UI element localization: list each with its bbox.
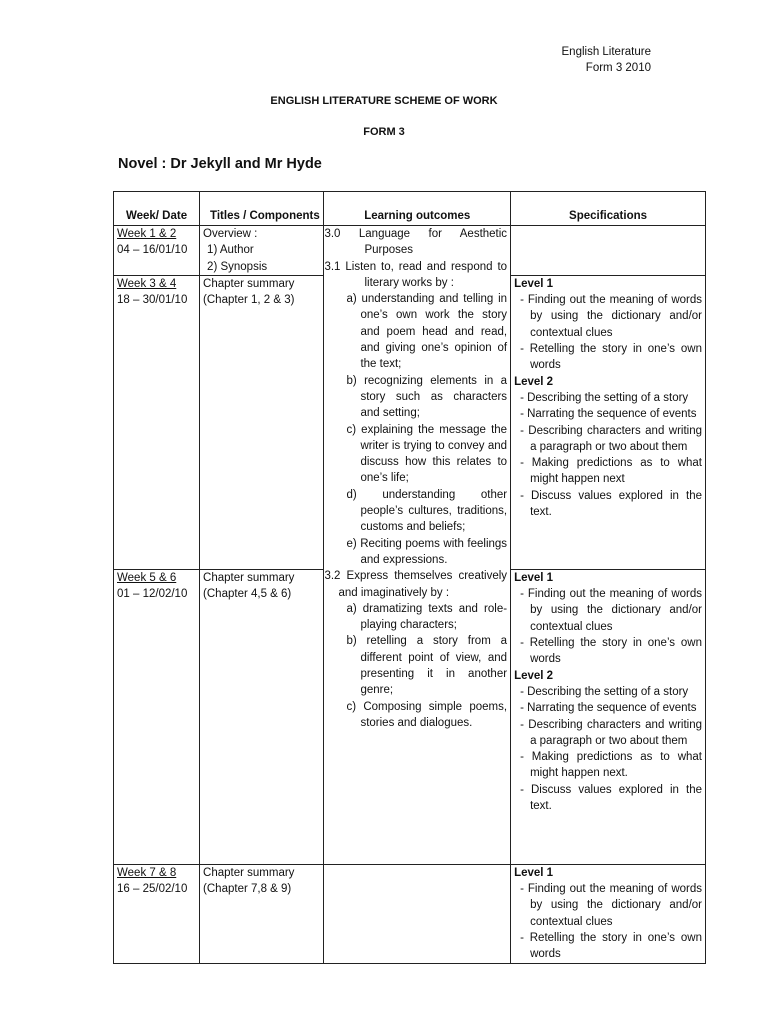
spec-item: - Finding out the meaning of words by using the dictionary and/or contextual clues [520, 883, 702, 928]
outcome-3-2: 3.2 Express themselves creatively and imaginatively by : [324, 570, 508, 599]
week-label: Week 7 & 8 [117, 866, 177, 879]
table-row [114, 864, 706, 963]
title-line: Chapter summary [203, 277, 295, 290]
title-cell [200, 226, 324, 276]
spec-item: - Describing the setting of a story [520, 391, 689, 404]
date-range: 04 – 16/01/10 [117, 244, 188, 257]
document-header [562, 44, 652, 76]
spec-item: - Finding out the meaning of words by using the dictionary and/or contextual clues [520, 294, 702, 339]
week-label: Week 5 & 6 [117, 571, 177, 584]
spec-item: - Discuss values explored in the text. [520, 489, 702, 519]
header-learning-outcomes: Learning outcomes [324, 192, 511, 226]
header-specifications: Specifications [511, 192, 706, 226]
form-title: FORM 3 [363, 126, 405, 138]
week-cell [114, 569, 200, 864]
spec-item: - Retelling the story in one’s own words [520, 932, 702, 961]
spec-level-2: Level 2 [514, 669, 554, 682]
spec-cell [511, 275, 706, 569]
title-cell [200, 864, 324, 963]
title-line: 2) Synopsis [207, 260, 268, 273]
spec-cell [511, 569, 706, 864]
header-form-year: Form 3 2010 [585, 62, 651, 74]
spec-item: - Narrating the sequence of events [520, 408, 697, 421]
spec-level-1: Level 1 [514, 571, 554, 584]
learning-outcomes-cell [324, 226, 511, 865]
title-line: Chapter summary [203, 866, 295, 879]
outcome-3-1: 3.1 Listen to, read and respond to literary works by : [324, 260, 508, 289]
outcome-3-2-c: c) Composing simple poems, stories and dialogues. [346, 700, 508, 729]
spec-cell [511, 864, 706, 963]
date-range: 01 – 12/02/10 [117, 588, 188, 601]
table-row [114, 226, 706, 276]
week-cell [114, 864, 200, 963]
spec-cell [511, 226, 706, 276]
spec-item: - Retelling the story in one’s own words [520, 343, 702, 372]
title-line: (Chapter 7,8 & 9) [203, 883, 292, 896]
header-week-date: Week/ Date [114, 192, 200, 226]
title-line: (Chapter 4,5 & 6) [203, 588, 292, 601]
spec-item: - Discuss values explored in the text. [520, 783, 702, 813]
spec-item: - Describing the setting of a story [520, 685, 689, 698]
novel-title: Novel : Dr Jekyll and Mr Hyde [118, 156, 322, 172]
scheme-table [113, 191, 706, 964]
week-label: Week 1 & 2 [117, 228, 177, 240]
week-label: Week 3 & 4 [117, 277, 177, 290]
header-subject: English Literature [561, 46, 651, 58]
title-line: (Chapter 1, 2 & 3) [203, 294, 295, 307]
outcome-3-0: 3.0 Language for Aesthetic Purposes [324, 228, 508, 257]
spec-item: - Narrating the sequence of events [520, 702, 697, 715]
date-range: 16 – 25/02/10 [117, 883, 188, 896]
spec-item: - Finding out the meaning of words by using the dictionary and/or contextual clues [520, 588, 702, 633]
outcome-3-1-d: d) understanding other people’s cultures, traditions, customs and beliefs; [346, 488, 508, 534]
document-title: ENGLISH LITERATURE SCHEME OF WORK [270, 95, 498, 107]
spec-level-1: Level 1 [514, 277, 554, 290]
title-cell [200, 569, 324, 864]
learning-outcomes-continued [324, 864, 511, 963]
spec-item: - Making predictions as to what might happen next [520, 457, 702, 486]
week-cell [114, 275, 200, 569]
title-cell [200, 275, 324, 569]
outcome-3-1-e: e) Reciting poems with feelings and expressions. [346, 537, 508, 566]
title-line: Overview : [203, 228, 258, 240]
outcome-3-1-a: a) understanding and telling in one’s own work the story and poem head and read, and giving one’s opinion of the text; [346, 293, 508, 371]
title-line: Chapter summary [203, 571, 295, 584]
spec-item: - Describing characters and writing a paragraph or two about them [520, 424, 702, 453]
outcome-3-2-b: b) retelling a story from a different point of view, and presenting it in another genre; [346, 635, 508, 697]
outcome-3-1-b: b) recognizing elements in a story such as characters and setting; [346, 374, 508, 420]
header-titles: Titles / Components [200, 192, 324, 226]
spec-level-1: Level 1 [514, 866, 554, 879]
week-cell [114, 226, 200, 276]
outcome-3-1-c: c) explaining the message the writer is trying to convey and discuss how this relates to one’s life; [346, 423, 508, 485]
table-header-row [114, 192, 706, 226]
spec-item: - Retelling the story in one’s own words [520, 637, 702, 666]
spec-item: - Making predictions as to what might happen next. [520, 751, 702, 780]
spec-level-2: Level 2 [514, 375, 554, 388]
date-range: 18 – 30/01/10 [117, 294, 188, 307]
spec-item: - Describing characters and writing a paragraph or two about them [520, 718, 702, 747]
title-line: 1) Author [207, 244, 254, 257]
outcome-3-2-a: a) dramatizing texts and role-playing characters; [346, 602, 508, 632]
